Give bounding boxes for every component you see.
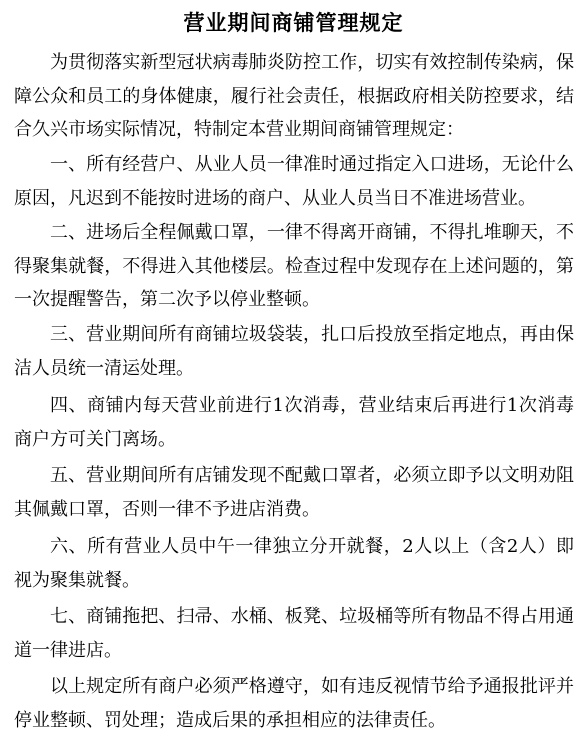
rule-paragraph-5: 五、营业期间所有店铺发现不配戴口罩者，必须立即予以文明劝阻其佩戴口罩，否则一律不予进店消费。 — [14, 465, 574, 520]
rule-paragraph-3: 三、营业期间所有商铺垃圾袋装，扎口后投放至指定地点，再由保洁人员统一清运处理。 — [14, 324, 574, 379]
document-title: 营业期间商铺管理规定 — [183, 11, 404, 35]
rule-paragraph-4: 四、商铺内每天营业前进行1次消毒，营业结束后再进行1次消毒商户方可关门离场。 — [14, 395, 574, 450]
intro-paragraph: 为贯彻落实新型冠状病毒肺炎防控工作，切实有效控制传染病，保障公众和员工的身体健康，履行社会责任，根据政府相关防控要求，结合久兴市场实际情况，特制定本营业期间商铺管理规定： — [14, 52, 574, 140]
rule-paragraph-6: 六、所有营业人员中午一律独立分开就餐，2人以上（含2人）即视为聚集就餐。 — [14, 536, 574, 591]
closing-paragraph: 以上规定所有商户必须严格遵守，如有违反视情节给予通报批评并停业整顿、罚处理；造成后果的承担相应的法律责任。 — [14, 676, 574, 731]
rule-paragraph-1: 一、所有经营户、从业人员一律准时通过指定入口进场，无论什么原因，凡迟到不能按时进场的商户、从业人员当日不准进场营业。 — [14, 154, 574, 209]
rule-paragraph-2: 二、进场后全程佩戴口罩，一律不得离开商铺，不得扎堆聊天，不得聚集就餐，不得进入其他楼层。检查过程中发现存在上述问题的，第一次提醒警告，第二次予以停业整顿。 — [14, 222, 574, 310]
rule-paragraph-7: 七、商铺拖把、扫帚、水桶、板凳、垃圾桶等所有物品不得占用通道一律进店。 — [14, 606, 574, 661]
